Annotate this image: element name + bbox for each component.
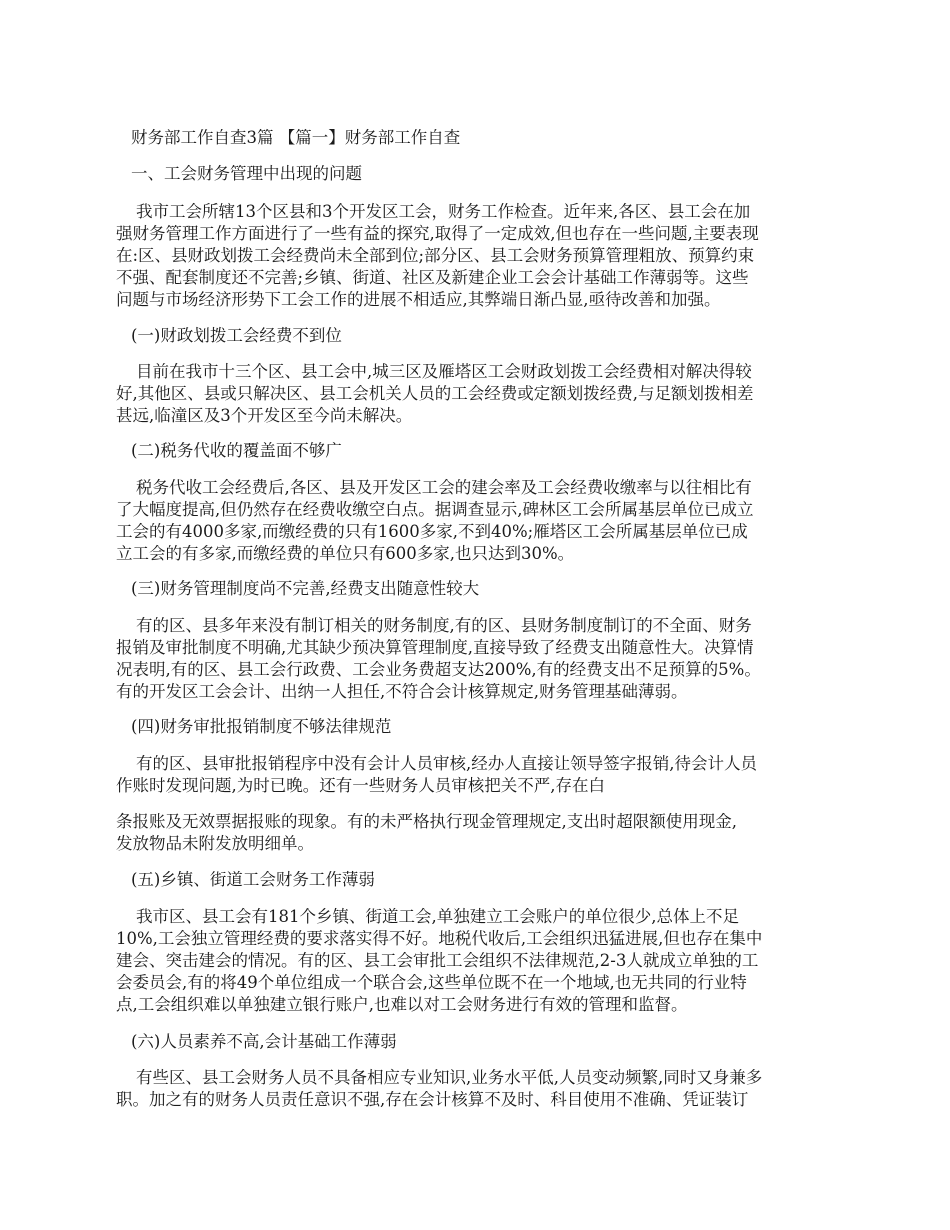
paragraph-line: 发放物品未附发放明细单。 — [116, 834, 314, 853]
paragraph-line: 有些区、县工会财务人员不具备相应专业知识,业务水平低,人员变动频繁,同时又身兼多 — [136, 1068, 763, 1087]
paragraph-line: 作账时发现问题,为时已晚。还有一些财务人员审核把关不严,存在白 — [116, 776, 605, 795]
subsection-heading: (一)财政划拨工会经费不到位 — [131, 326, 342, 345]
paragraph-line: 甚远,临潼区及3个开发区至今尚未解决。 — [116, 406, 413, 425]
paragraph-line: 有的区、县审批报销程序中没有会计人员审核,经办人直接让领导签字报销,待会计人员 — [136, 754, 757, 773]
paragraph-line: 条报账及无效票据报账的现象。有的未严格执行现金管理规定,支出时超限额使用现金, — [116, 812, 737, 831]
paragraph-line: 目前在我市十三个区、县工会中,城三区及雁塔区工会财政划拨工会经费相对解决得较 — [136, 362, 752, 381]
paragraph-line: 立工会的有多家,而缴经费的单位只有600多家,也只达到30%。 — [116, 544, 575, 563]
paragraph-line: 在:区、县财政划拨工会经费尚未全部到位;部分区、县工会财务预算管理粗放、预算约束 — [116, 246, 755, 265]
paragraph-line: 不强、配套制度还不完善;乡镇、街道、社区及新建企业工会会计基础工作薄弱等。这些 — [116, 268, 749, 287]
subsection-heading: (二)税务代收的覆盖面不够广 — [131, 441, 342, 460]
paragraph-line: 工会的有4000多家,而缴经费的只有1600多家,不到40%;雁塔区工会所属基层单位已成 — [116, 522, 748, 541]
paragraph-line: 职。加之有的财务人员责任意识不强,存在会计核算不及时、科目使用不准确、凭证装订 — [116, 1090, 749, 1109]
subsection-heading: (六)人员素养不高,会计基础工作薄弱 — [131, 1032, 397, 1051]
subsection-heading: (五)乡镇、街道工会财务工作薄弱 — [131, 870, 375, 889]
paragraph-line: 好,其他区、县或只解决区、县工会机关人员的工会经费或定额划拨经费,与足额划拨相差 — [116, 384, 754, 403]
subsection-heading: (三)财务管理制度尚不完善,经费支出随意性较大 — [131, 579, 480, 598]
paragraph-line: 我市区、县工会有181个乡镇、街道工会,单独建立工会账户的单位很少,总体上不足 — [136, 907, 739, 926]
paragraph-line: 有的开发区工会会计、出纳一人担任,不符合会计核算规定,财务管理基础薄弱。 — [116, 682, 688, 701]
paragraph-line: 了大幅度提高,但仍然存在经费收缴空白点。据调查显示,碑林区工会所属基层单位已成立 — [116, 500, 754, 519]
paragraph-line: 点,工会组织难以单独建立银行账户,也难以对工会财务进行有效的管理和监督。 — [116, 995, 688, 1014]
paragraph-line: 10%,工会独立管理经费的要求落实得不好。地税代收后,工会组织迅猛进展,但也存在集中 — [116, 929, 763, 948]
paragraph-line: 有的区、县多年来没有制订相关的财务制度,有的区、县财务制度制订的不全面、财务 — [136, 616, 752, 635]
section-heading: 一、工会财务管理中出现的问题 — [131, 164, 362, 183]
paragraph-line: 我市工会所辖13个区县和3个开发区工会，财务工作检查。近年来,各区、县工会在加 — [136, 202, 751, 221]
paragraph-line: 税务代收工会经费后,各区、县及开发区工会的建会率及工会经费收缴率与以往相比有 — [136, 478, 752, 497]
paragraph-line: 强财务管理工作方面进行了一些有益的探究,取得了一定成效,但也存在一些问题,主要表现 — [116, 224, 759, 243]
paragraph-line: 建会、突击建会的情况。有的区、县工会审批工会组织不法律规范,2-3人就成立单独的工 — [116, 951, 759, 970]
document-title: 财务部工作自查3篇 【篇一】财务部工作自查 — [131, 128, 461, 147]
paragraph-line: 会委员会,有的将49个单位组成一个联合会,这些单位既不在一个地域,也无共同的行业特 — [116, 973, 747, 992]
paragraph-line: 报销及审批制度不明确,尤其缺少预决算管理制度,直接导致了经费支出随意性大。决算情 — [116, 638, 754, 657]
paragraph-line: 问题与市场经济形势下工会工作的进展不相适应,其弊端日渐凸显,亟待改善和加强。 — [116, 290, 721, 309]
paragraph-line: 况表明,有的区、县工会行政费、工会业务费超支达200%,有的经费支出不足预算的5%。 — [116, 660, 761, 679]
subsection-heading: (四)财务审批报销制度不够法律规范 — [131, 717, 392, 736]
